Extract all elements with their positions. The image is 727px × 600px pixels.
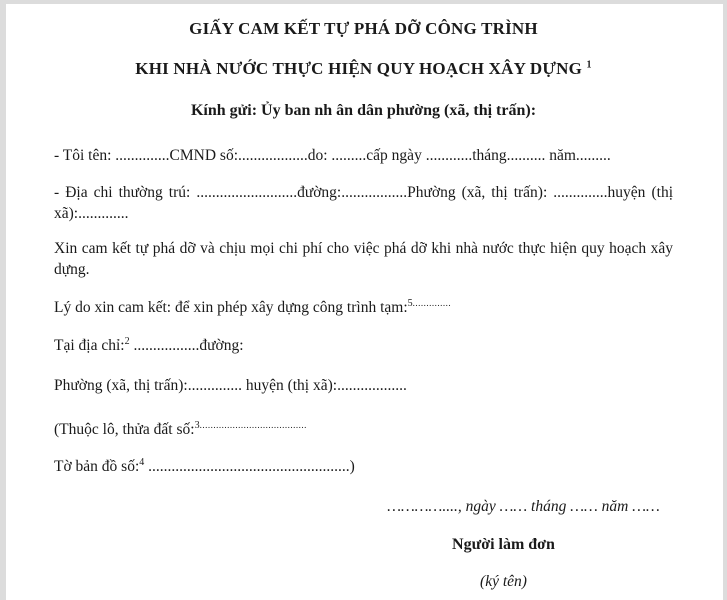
form-title-line2 bbox=[54, 59, 673, 79]
commitment-form-page bbox=[6, 4, 723, 600]
salutation-line: Kính gửi: Ủy ban nh ân dân phường (xã, thị trấn): bbox=[190, 102, 537, 119]
field-map-sheet-dotted-line: ....................................................) bbox=[144, 458, 355, 476]
field-map-sheet-number bbox=[54, 456, 673, 477]
field-reason bbox=[54, 293, 673, 318]
commitment-statement: Xin cam kết tự phá dỡ và chịu mọi chi phí cho việc phá dỡ khi nhà nước thực hiện quy hoạch xây dựng. bbox=[54, 240, 673, 278]
footnote-ref-2: 2 bbox=[124, 336, 130, 347]
field-ward-district: Phường (xã, thị trấn):.............. huyện (thị xã):.................. bbox=[54, 377, 407, 395]
field-reason-text: Lý do xin cam kết: để xin phép xây dựng công trình tạm: bbox=[54, 299, 408, 317]
footnote-ref-1: 1 bbox=[586, 59, 592, 71]
signature-date-line: …………...., ngày …… tháng …… năm …… bbox=[387, 498, 660, 516]
field-map-sheet-text: Tờ bản đồ số: bbox=[54, 458, 140, 476]
field-location-address-dotted-line: .................đường: bbox=[129, 337, 244, 355]
field-location-address-text: Tại địa chỉ: bbox=[54, 337, 125, 355]
footnote-ref-4: 4 bbox=[139, 457, 145, 469]
field-permanent-address: - Địa chi thường trú: ..........................đường:.................Phường (xã, thị trấn): ..............huyện (thị xã):............. bbox=[54, 184, 673, 222]
sign-here-note: (ký tên) bbox=[480, 573, 527, 591]
field-lot-parcel-number bbox=[54, 415, 673, 440]
field-full-name-and-id: - Tôi tên: ..............CMND số:..................do: .........cấp ngày ............tháng.......... năm......... bbox=[54, 147, 611, 164]
signature-block bbox=[54, 496, 673, 592]
field-lot-parcel-text: (Thuộc lô, thửa đất số: bbox=[54, 421, 195, 439]
field-reason-dotted-line: .............. bbox=[412, 298, 452, 308]
footnote-ref-5: 5 bbox=[407, 298, 413, 309]
field-location-address bbox=[54, 335, 673, 356]
form-title-line2-text: KHI NHÀ NƯỚC THỰC HIỆN QUY HOẠCH XÂY DỰNG bbox=[135, 59, 583, 78]
form-title-line1: GIẤY CAM KẾT TỰ PHÁ DỠ CÔNG TRÌNH bbox=[189, 19, 538, 38]
footnote-ref-3: 3 bbox=[194, 420, 200, 432]
signer-title: Người làm đơn bbox=[452, 536, 555, 554]
field-lot-parcel-dotted-line: ....................................... bbox=[199, 420, 307, 431]
